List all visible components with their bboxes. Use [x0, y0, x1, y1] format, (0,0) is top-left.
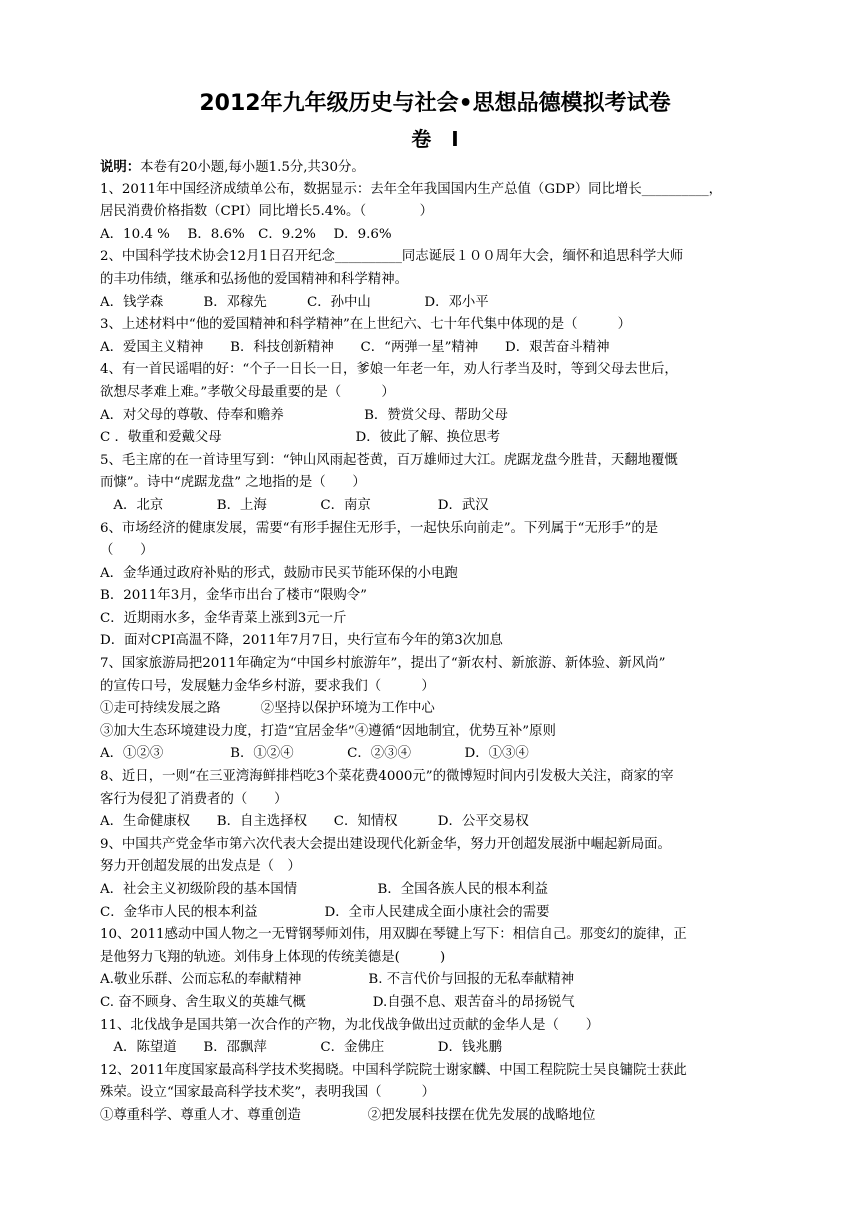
text-line: A．生命健康权 B．自主选择权 C．知情权 D．公平交易权 — [100, 814, 529, 830]
text-line: 11、北伐战争是国共第一次合作的产物，为北伐战争做出过贡献的金华人是（ ） — [100, 1017, 600, 1033]
question-list — [100, 179, 770, 1128]
text-line: ③加大生态环境建设力度，打造“宜居金华”④遵循“因地制宜，优势互补”原则 — [100, 723, 556, 739]
text-line: D．面对CPI高温不降，2011年7月7日，央行宣布今年的第3次加息 — [100, 633, 503, 649]
text-line: 2、中国科学技术协会12月1日召开纪念__________同志诞辰１００周年大会，缅怀和追思科学大师 — [100, 249, 684, 265]
text-line: 4、有一首民谣唱的好：“个子一日长一日，爹娘一年老一年，劝人行孝当及时，等到父母去世后， — [100, 362, 678, 378]
text-line: 5、毛主席的在一首诗里写到：“钟山风雨起苍黄，百万雄师过大江。虎踞龙盘今胜昔，天翻地覆慨 — [100, 452, 678, 468]
exam-title: 2012年九年级历史与社会•思想品德模拟考试卷 — [199, 91, 671, 116]
text-line: A．社会主义初级阶段的基本国情 B．全国各族人民的根本利益 — [100, 882, 549, 897]
text-line: ①尊重科学、尊重人才、尊重创造 ②把发展科技摆在优先发展的战略地位 — [100, 1107, 596, 1123]
text-line: 欲想尽孝难上难。”孝敬父母最重要的是（ ） — [100, 384, 395, 400]
text-line: A．①②③ B．①②④ C．②③④ D．①③④ — [100, 746, 529, 762]
text-line: B．2011年3月，金华市出台了楼市“限购令” — [100, 588, 367, 604]
text-line: 殊荣。设立“国家最高科学技术奖”，表明我国（ ） — [100, 1085, 436, 1101]
text-line: C ．敬重和爱戴父母 D．彼此了解、换位思考 — [100, 430, 501, 446]
instructions-text: 本卷有20小题,每小题1.5分,共30分。 — [140, 160, 365, 175]
exam-instructions — [100, 156, 770, 179]
text-line: 7、国家旅游局把2011年确定为“中国乡村旅游年”，提出了“新农村、新旅游、新体验、新风尚” — [100, 656, 666, 672]
text-line: 9、中国共产党金华市第六次代表大会提出建设现代化新金华，努力开创超发展浙中崛起新局面。 — [100, 836, 671, 852]
text-line: 是他努力飞翔的轨迹。刘伟身上体现的传统美德是( ) — [100, 949, 446, 965]
text-line: ①走可持续发展之路 ②坚持以保护环境为工作中心 — [100, 701, 435, 717]
text-line: A．陈望道 B．邵飘萍 C．金佛庄 D．钱兆鹏 — [100, 1040, 503, 1056]
exam-page — [100, 86, 770, 1128]
text-line: 10、2011感动中国人物之一无臂钢琴师刘伟，用双脚在琴键上写下：相信自己。那变幻的旋律，正 — [100, 927, 687, 943]
text-line: A．爱国主义精神 B．科技创新精神 C．“两弹一星”精神 D．艰苦奋斗精神 — [100, 339, 610, 355]
text-line: A．金华通过政府补贴的形式，鼓励市民买节能环保的小电跑 — [100, 565, 458, 581]
text-line: A.敬业乐群、公而忘私的奉献精神 B. 不言代价与回报的无私奉献精神 — [100, 972, 575, 988]
text-line: 客行为侵犯了消费者的（ ） — [100, 791, 288, 807]
text-line: A．北京 B．上海 C．南京 D．武汉 — [100, 497, 489, 513]
text-line: 而慷”。诗中“虎踞龙盘” 之地指的是（ ） — [100, 475, 366, 491]
instructions-label: 说明： — [100, 159, 141, 175]
text-line: C．近期雨水多，金华青菜上涨到3元一斤 — [100, 610, 347, 626]
text-line: 努力开创超发展的出发点是（ ） — [100, 859, 301, 875]
text-line: A．钱学森 B．邓稼先 C．孙中山 D．邓小平 — [100, 294, 489, 310]
text-line: 的丰功伟绩，继承和弘扬他的爱国精神和科学精神。 — [100, 271, 408, 287]
text-line: 3、上述材料中“他的爱国精神和科学精神”在上世纪六、七十年代集中体现的是（ ） — [100, 317, 632, 333]
text-line: 的宣传口号，发展魅力金华乡村游，要求我们（ ） — [100, 678, 435, 694]
text-line: 6、市场经济的健康发展，需要“有形手握住无形手，一起快乐向前走”。下列属于“无形手”的是 — [100, 520, 659, 536]
text-line: C. 奋不顾身、舍生取义的英雄气概 D.自强不息、艰苦奋斗的昂扬锐气 — [100, 994, 575, 1010]
volume-heading: 卷 Ⅰ — [411, 127, 459, 151]
text-line: C．金华市人民的根本利益 D．全市人民建成全面小康社会的需要 — [100, 904, 550, 920]
text-line: 居民消费价格指数（CPI）同比增长5.4%。（ ） — [100, 204, 434, 220]
text-line: 1、2011年中国经济成绩单公布，数据显示：去年全年我国国内生产总值（GDP）同比增长__________， — [100, 181, 723, 197]
text-line: （ ） — [100, 543, 154, 559]
text-line: A．10.4 % B．8.6% C．9.2% D．9.6% — [100, 226, 392, 242]
text-line: 8、近日，一则“在三亚湾海鲜排档吃3个菜花费4000元”的微博短时间内引发极大关注，商家的宰 — [100, 769, 674, 785]
text-line: 12、2011年度国家最高科学技术奖揭晓。中国科学院院士谢家麟、中国工程院院士吴良镛院士获此 — [100, 1062, 687, 1078]
text-line: A．对父母的尊敬、侍奉和赡养 B．赞赏父母、帮助父母 — [100, 407, 508, 423]
